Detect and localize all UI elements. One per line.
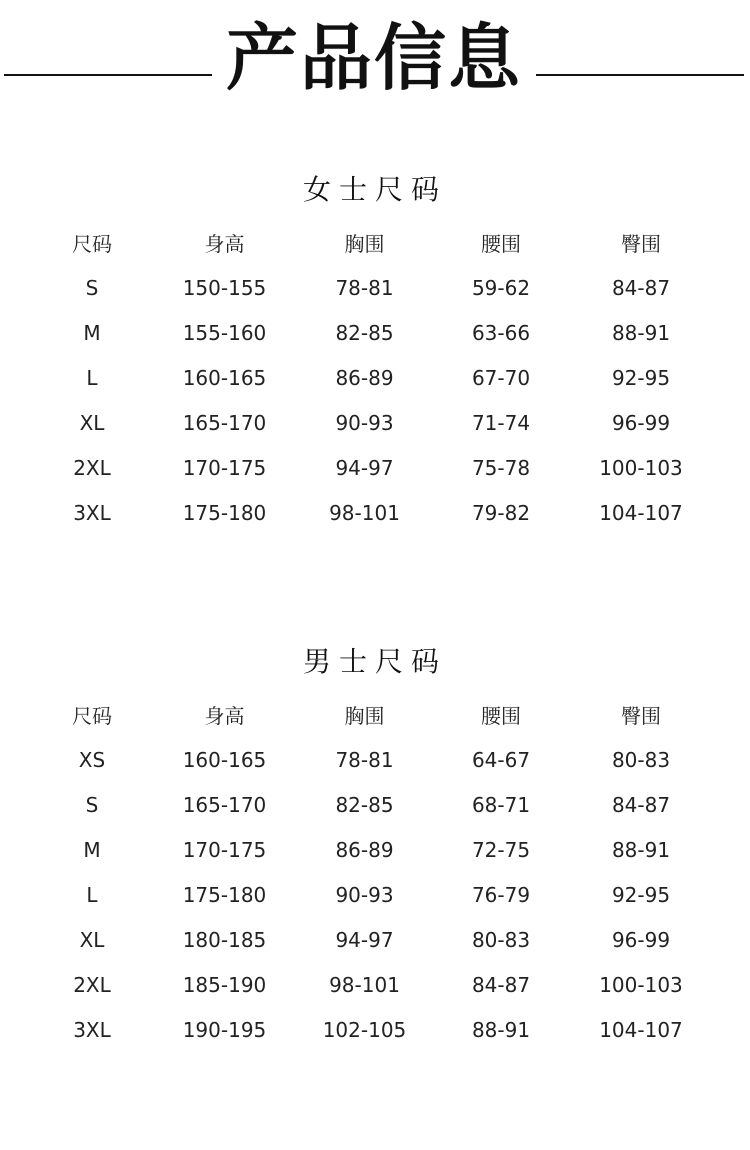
size-cell: M [83,837,101,862]
header-chest: 胸围 [344,704,385,728]
hip-cell: 88-91 [611,837,671,862]
size-cell: S [85,275,99,300]
header-height: 身高 [204,704,245,728]
table-row [22,737,722,782]
hip-cell: 92-95 [611,882,671,907]
chest-cell: 102-105 [322,1017,407,1042]
size-cell: S [85,792,99,817]
size-cell: L [86,365,98,390]
height-cell: 190-195 [182,1017,267,1042]
table-row [22,962,722,1007]
table-row [22,490,722,535]
page-title: 产品信息 [225,16,522,100]
height-cell: 185-190 [182,972,267,997]
table-row [22,917,722,962]
waist-cell: 64-67 [471,747,531,772]
waist-cell: 84-87 [471,972,531,997]
table-row [22,872,722,917]
height-cell: 175-180 [182,882,267,907]
chest-cell: 78-81 [335,747,394,772]
chest-cell: 94-97 [335,455,394,480]
header-waist: 腰围 [481,232,521,256]
hip-cell: 104-107 [599,1017,683,1042]
chest-cell: 98-101 [329,500,400,525]
waist-cell: 63-66 [471,320,531,345]
waist-cell: 68-71 [471,792,531,817]
hip-cell: 96-99 [611,927,671,952]
chest-cell: 86-89 [335,365,394,390]
header-hip: 臀围 [621,704,661,728]
size-cell: 3XL [73,1017,111,1042]
waist-cell: 88-91 [471,1017,531,1042]
height-cell: 180-185 [182,927,267,952]
height-cell: 160-165 [182,365,267,390]
table-row [22,400,722,445]
women-size-table [22,220,722,535]
size-cell: XL [79,927,105,952]
chest-cell: 90-93 [335,410,394,435]
waist-cell: 59-62 [471,275,531,300]
height-cell: 160-165 [182,747,267,772]
header-hip: 臀围 [621,232,661,256]
table-row [22,265,722,310]
hip-cell: 84-87 [611,275,671,300]
table-row [22,445,722,490]
table-row [22,355,722,400]
chest-cell: 82-85 [335,792,394,817]
waist-cell: 80-83 [471,927,531,952]
hip-cell: 96-99 [611,410,671,435]
waist-cell: 76-79 [471,882,531,907]
men-size-title: 男士尺码 [302,645,447,678]
header-size: 尺码 [72,704,112,728]
hip-cell: 100-103 [599,972,683,997]
hip-cell: 92-95 [611,365,671,390]
size-cell: 2XL [73,455,111,480]
chest-cell: 98-101 [329,972,400,997]
height-cell: 165-170 [182,410,267,435]
size-cell: XL [79,410,105,435]
men-size-table [22,692,722,1052]
header-divider-left [4,74,212,76]
waist-cell: 79-82 [471,500,531,525]
table-header-row [22,692,722,737]
women-size-title: 女士尺码 [302,173,447,206]
hip-cell: 104-107 [599,500,683,525]
chest-cell: 90-93 [335,882,394,907]
table-header-row [22,220,722,265]
header-divider-right [536,74,744,76]
waist-cell: 71-74 [471,410,531,435]
waist-cell: 67-70 [471,365,531,390]
table-row [22,1007,722,1052]
size-cell: M [83,320,101,345]
chest-cell: 82-85 [335,320,394,345]
table-row [22,782,722,827]
height-cell: 170-175 [182,837,267,862]
size-cell: L [86,882,98,907]
table-row [22,827,722,872]
header-size: 尺码 [72,232,112,256]
chest-cell: 94-97 [335,927,394,952]
chest-cell: 78-81 [335,275,394,300]
page-header [0,18,750,98]
hip-cell: 80-83 [611,747,671,772]
waist-cell: 75-78 [471,455,531,480]
size-cell: 3XL [73,500,111,525]
height-cell: 155-160 [182,320,267,345]
header-height: 身高 [204,232,245,256]
height-cell: 170-175 [182,455,267,480]
height-cell: 165-170 [182,792,267,817]
height-cell: 150-155 [182,275,267,300]
waist-cell: 72-75 [471,837,531,862]
chest-cell: 86-89 [335,837,394,862]
table-row [22,310,722,355]
header-waist: 腰围 [481,704,521,728]
hip-cell: 84-87 [611,792,671,817]
hip-cell: 100-103 [599,455,683,480]
hip-cell: 88-91 [611,320,671,345]
header-chest: 胸围 [344,232,385,256]
height-cell: 175-180 [182,500,267,525]
size-cell: XS [78,747,106,772]
size-cell: 2XL [73,972,111,997]
